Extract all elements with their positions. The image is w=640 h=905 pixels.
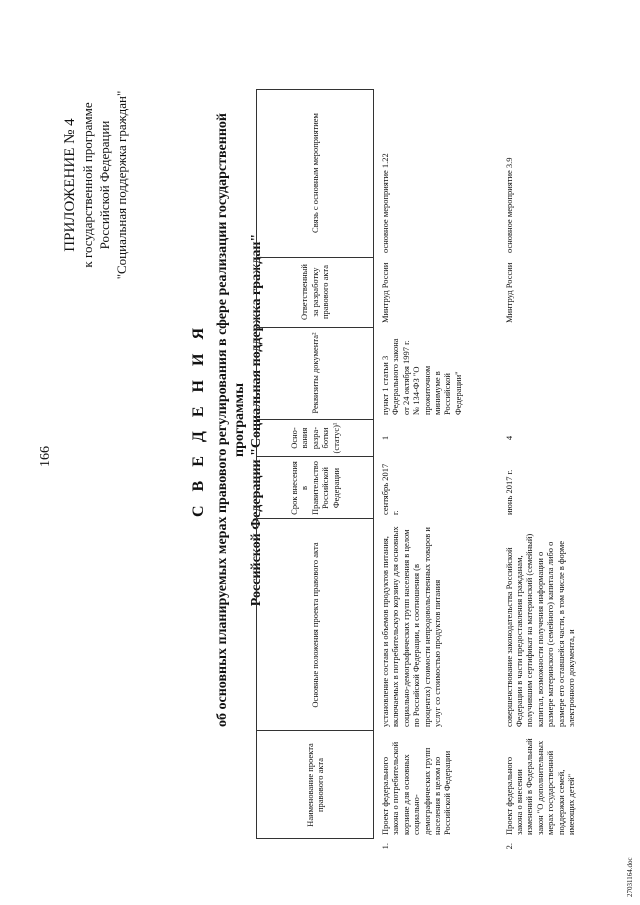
row-responsible: Минтруд России	[503, 262, 514, 324]
table-row	[498, 89, 580, 861]
row-link: основное мероприятие 1.22	[380, 153, 390, 254]
row-number: 1.	[379, 843, 390, 850]
appendix-title: ПРИЛОЖЕНИЕ № 4	[62, 118, 78, 252]
header-requisites: Реквизиты документа²	[257, 327, 374, 419]
table-row	[374, 89, 498, 861]
header-provisions: Основные положения проекта правового акта	[257, 519, 374, 731]
header-number	[257, 839, 374, 861]
heading-word: С В Е Д Е Н И Я	[190, 322, 207, 518]
row-number: 2.	[503, 843, 514, 850]
doc-code: 27031164.doc	[626, 857, 634, 897]
appendix-line-3: "Социальная поддержка граждан"	[114, 90, 129, 280]
measures-table	[256, 89, 579, 861]
row-status: 1	[380, 435, 390, 441]
row-name: Проект федерального закона о внесении изменений в Федеральный закон "О дополнительных мерах государственной поддержки семей, имеющих детей"	[503, 738, 576, 835]
appendix-block	[62, 25, 130, 345]
appendix-line-1: к государственной программе	[80, 102, 95, 268]
header-responsible: Ответственный за разработку правового акта	[257, 257, 374, 327]
row-link: основное мероприятие 3.9	[503, 157, 514, 254]
table-header-row	[257, 89, 374, 861]
row-name: Проект федерального закона о потребительской корзине для основных социально-демографических групп населения в целом по Российской Федерации	[380, 741, 453, 835]
header-basis: Осно- вания разра- ботки (статус)¹	[257, 419, 374, 457]
document-heading	[190, 75, 265, 765]
row-deadline: сентябрь 2017 г.	[380, 463, 401, 515]
row-provisions: установление состава и объемов продуктов питания, включаемых в потребительскую корзину для основных социально-демографических групп населения в целом по Российской Федерации, и соотношения (в процентах) стоимости непродовольственных товаров и услуг со стоимостью продуктов питания	[380, 526, 443, 727]
header-name: Наименование проекта правового акта	[257, 731, 374, 839]
row-deadline: июнь 2017 г.	[503, 469, 514, 515]
row-provisions: совершенствование законодательства Российской Федерации в части предоставления гражданам, получившим сертификат на материнский (семейный) капитал, возможности получения информации о размере материнского (семейного) капитала либо о размере его оставшейся части, в том числе в форме электронного документа, и	[503, 533, 576, 727]
heading-line-2: Российской Федерации "Социальная поддержка граждан"	[249, 233, 264, 607]
row-requisites	[498, 327, 580, 419]
page-number: 166	[38, 446, 53, 467]
header-deadline: Срок внесения в Правительство Российской Федерации	[257, 457, 374, 519]
appendix-line-2: Российской Федерации	[97, 120, 112, 250]
row-status: 4	[503, 435, 514, 441]
row-responsible: Минтруд России	[380, 262, 390, 324]
heading-line-1: об основных планируемых мерах правового регулирования в сфере реализации государственной программы	[215, 113, 247, 727]
row-requisites: пункт 1 статьи 3 Федерального закона от 24 октября 1997 г. № 134-ФЗ "О прожиточном минимуме в Российской Федерации"	[380, 338, 463, 416]
header-link: Связь с основным мероприятием	[257, 89, 374, 257]
